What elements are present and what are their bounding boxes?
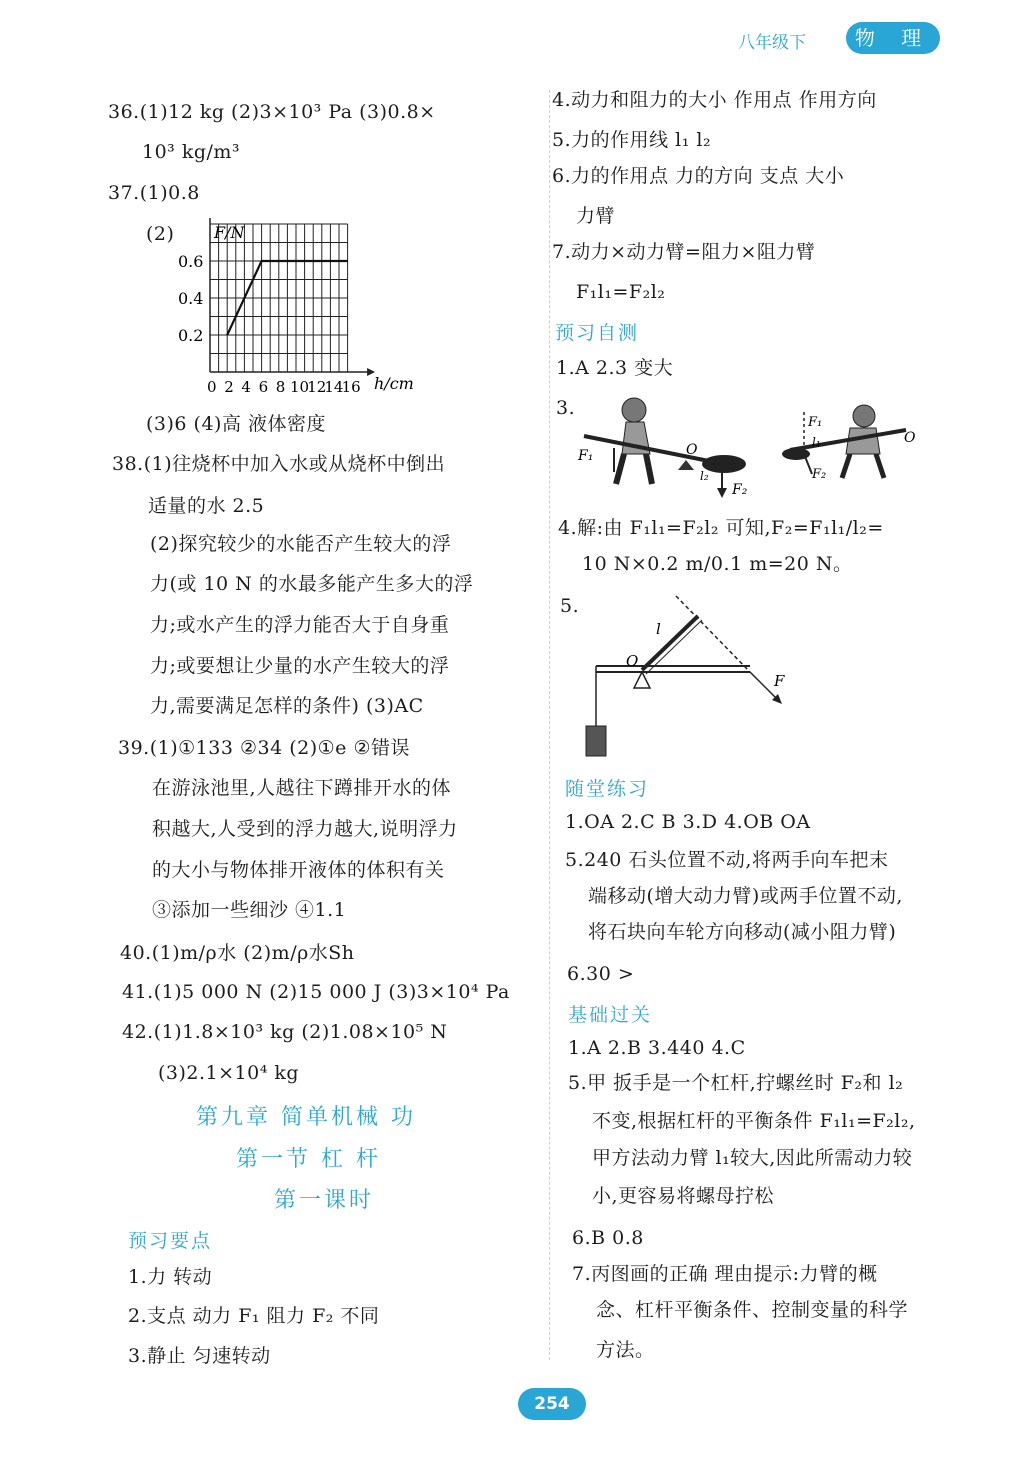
classwork-5-line3: 将石块向车轮方向移动(减小阻力臂)	[588, 921, 897, 943]
answer-39-line4: 的大小与物体排开液体的体积有关	[152, 859, 445, 881]
fig3-left-f1: F₁	[578, 448, 594, 464]
fig3-left-l2: l₂	[700, 469, 709, 483]
chart-ticks	[178, 252, 361, 396]
basic-5-line3: 甲方法动力臂 l₁较大,因此所需动力较	[592, 1147, 913, 1169]
fig5-label-o: O	[626, 652, 639, 670]
self-test-heading: 预习自测	[555, 322, 640, 344]
x-tick-label: 4	[241, 378, 251, 396]
section-title: 第一节 杠 杆	[236, 1147, 381, 1172]
fig3-left-f2: F₂	[732, 482, 748, 498]
lever-figure-right	[776, 402, 926, 484]
preview-point-3: 3.静止 匀速转动	[128, 1345, 271, 1367]
preview-point-4: 4.动力和阻力的大小 作用点 作用方向	[552, 89, 877, 111]
answer-38-line1: 38.(1)往烧杯中加入水或从烧杯中倒出	[112, 453, 446, 475]
classwork-heading: 随堂练习	[565, 778, 650, 800]
chart-grid	[210, 224, 348, 372]
basic-7-line2: 念、杠杆平衡条件、控制变量的科学	[596, 1299, 909, 1321]
lever-figure-left	[574, 392, 754, 504]
basic-7-line3: 方法。	[596, 1339, 655, 1361]
x-tick-label: 0	[207, 378, 217, 396]
preview-point-1: 1.力 转动	[128, 1266, 213, 1288]
x-tick-label: 12	[307, 378, 327, 396]
self-test-1: 1.A 2.3 变大	[556, 357, 674, 379]
fig3-right-f1: F₁	[808, 415, 823, 430]
x-axis-label: h/cm	[374, 374, 414, 393]
answer-40: 40.(1)m/ρ水 (2)m/ρ水Sh	[120, 942, 355, 964]
basic-checkpoint-heading: 基础过关	[568, 1004, 653, 1026]
fig3-right-l1: l₁	[812, 435, 821, 449]
y-tick-label: 0.2	[178, 326, 204, 345]
answer-41: 41.(1)5 000 N (2)15 000 J (3)3×10⁴ Pa	[122, 981, 510, 1003]
self-test-4-line2: 10 N×0.2 m/0.1 m=20 N。	[582, 553, 853, 575]
classwork-5-line1: 5.240 石头位置不动,将两手向车把末	[565, 849, 889, 871]
basic-5-line2: 不变,根据杠杆的平衡条件 F₁l₁=F₂l₂,	[592, 1110, 916, 1132]
answer-38-line6: 力;或要想让少量的水产生较大的浮	[150, 655, 450, 677]
x-tick-label: 2	[224, 378, 234, 396]
crane-lever-figure	[580, 590, 800, 762]
preview-point-2: 2.支点 动力 F₁ 阻力 F₂ 不同	[128, 1305, 380, 1327]
preview-point-6-line2: 力臂	[576, 205, 616, 227]
fig5-label-l: l	[656, 620, 661, 638]
fig3-left-o: O	[686, 442, 698, 458]
answer-38-line3: (2)探究较少的水能否产生较大的浮	[150, 533, 452, 555]
classwork-1: 1.OA 2.C B 3.D 4.OB OA	[565, 811, 811, 833]
preview-point-6-line1: 6.力的作用点 力的方向 支点 大小	[552, 165, 845, 187]
x-tick-label: 6	[258, 378, 269, 396]
answer-39-line3: 积越大,人受到的浮力越大,说明浮力	[152, 818, 458, 840]
column-divider	[549, 90, 550, 1360]
answer-38-line7: 力,需要满足怎样的条件) (3)AC	[150, 695, 424, 717]
classwork-6: 6.30 >	[567, 963, 635, 985]
answer-42-line1: 42.(1)1.8×10³ kg (2)1.08×10⁵ N	[122, 1021, 448, 1043]
basic-7-line1: 7.丙图画的正确 理由提示:力臂的概	[572, 1263, 878, 1285]
answer-37-part2-label: (2)	[146, 223, 175, 245]
basic-6: 6.B 0.8	[572, 1227, 644, 1249]
force-depth-chart	[170, 218, 430, 400]
grade-label: 八年级下	[738, 33, 806, 53]
answer-39-line1: 39.(1)①133 ②34 (2)①e ②错误	[118, 737, 410, 759]
fig3-right-f2: F₂	[812, 467, 827, 482]
y-tick-label: 0.6	[178, 252, 204, 271]
self-test-5-label: 5.	[560, 595, 580, 617]
chapter-title: 第九章 简单机械 功	[196, 1105, 416, 1130]
answer-36-line1: 36.(1)12 kg (2)3×10³ Pa (3)0.8×	[108, 101, 436, 123]
lesson-title: 第一课时	[274, 1188, 375, 1213]
answer-38-line2: 适量的水 2.5	[148, 495, 265, 517]
preview-point-5: 5.力的作用线 l₁ l₂	[552, 129, 712, 151]
x-tick-label: 8	[275, 378, 286, 396]
answer-36-line2: 10³ kg/m³	[142, 141, 241, 163]
answer-38-line5: 力;或水产生的浮力能否大于自身重	[150, 614, 450, 636]
y-tick-label: 0.4	[178, 289, 204, 308]
basic-1: 1.A 2.B 3.440 4.C	[568, 1037, 746, 1059]
basic-5-line4: 小,更容易将螺母拧松	[592, 1185, 775, 1207]
answer-38-line4: 力(或 10 N 的水最多能产生多大的浮	[150, 573, 474, 595]
answer-42-line2: (3)2.1×10⁴ kg	[158, 1062, 300, 1084]
fig5-label-f: F	[774, 672, 785, 690]
answer-37-line1: 37.(1)0.8	[108, 182, 200, 204]
x-tick-label: 16	[341, 378, 361, 396]
preview-point-7-line2: F₁l₁=F₂l₂	[576, 281, 666, 303]
subject-badge: 物 理	[846, 22, 940, 54]
answer-37-line3: (3)6 (4)高 液体密度	[146, 413, 326, 435]
x-tick-label: 10	[290, 378, 310, 396]
self-test-4-line1: 4.解:由 F₁l₁=F₂l₂ 可知,F₂=F₁l₁/l₂=	[558, 517, 884, 539]
page-number: 254	[518, 1388, 586, 1420]
preview-point-7-line1: 7.动力×动力臂=阻力×阻力臂	[552, 241, 816, 263]
x-tick-label: 14	[324, 378, 344, 396]
basic-5-line1: 5.甲 扳手是一个杠杆,拧螺丝时 F₂和 l₂	[568, 1072, 904, 1094]
y-axis-label: F/N	[214, 223, 245, 242]
fig3-right-o: O	[904, 430, 916, 446]
answer-39-line5: ③添加一些细沙 ④1.1	[152, 899, 347, 921]
preview-points-heading: 预习要点	[128, 1230, 213, 1252]
self-test-3-label: 3.	[556, 397, 576, 419]
answer-39-line2: 在游泳池里,人越往下蹲排开水的体	[152, 777, 452, 799]
classwork-5-line2: 端移动(增大动力臂)或两手位置不动,	[588, 885, 903, 907]
